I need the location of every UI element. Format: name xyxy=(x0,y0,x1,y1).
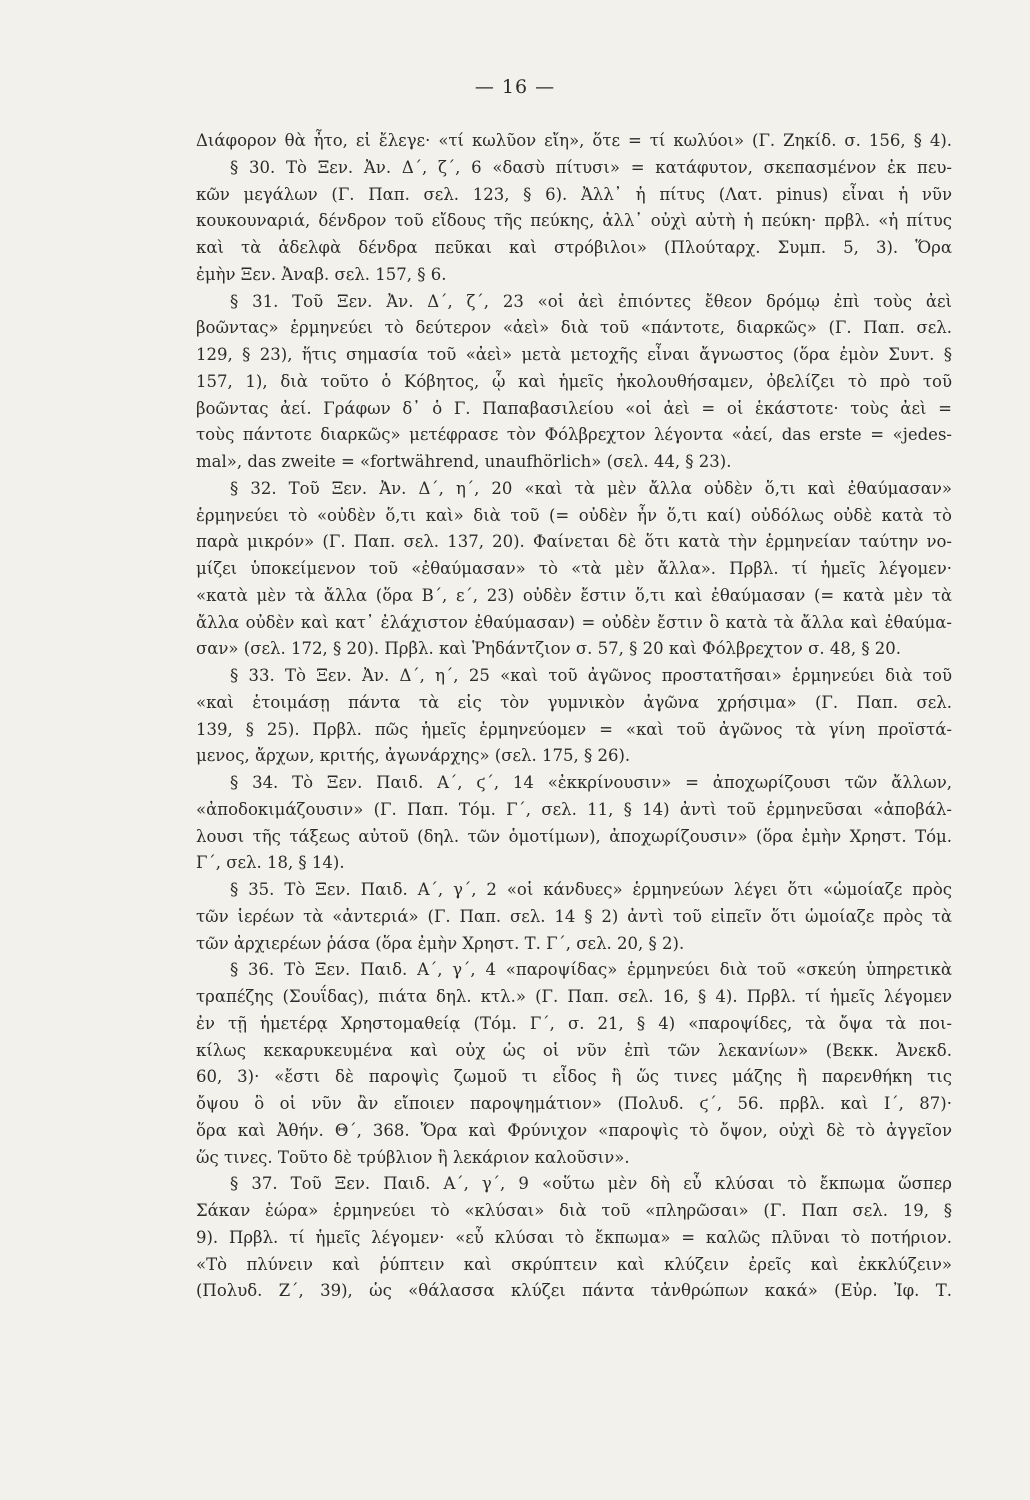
text-line: καὶ τὰ ἀδελφὰ δένδρα πεῦκαι καὶ στρόβιλοι» (Πλούταρχ. Συμπ. 5, 3). Ὅρα xyxy=(196,238,952,257)
text-line: 60, 3)· «ἔστι δὲ παροψὶς ζωμοῦ τι εἶδος ἢ ὥς τινες μάζης ἢ παρενθήκη τις xyxy=(196,1067,952,1087)
text-line: ἑρμηνεύει τὸ «οὐδὲν ὅ,τι καὶ» διὰ τοῦ (= οὐδὲν ἦν ὅ,τι καί) οὐδόλως οὐδὲ κατὰ τὸ xyxy=(196,505,952,525)
text-line: § 33. Τὸ Ξεν. Ἀν. Δ΄, η΄, 25 «καὶ τοῦ ἀγῶνος προστατῆσαι» ἑρμηνεύει διὰ τοῦ xyxy=(230,666,952,685)
text-line: ὥς τινες. Τοῦτο δὲ τρύβλιον ἢ λεκάριον καλοῦσιν». xyxy=(196,1147,630,1167)
text-line: ὅρα καὶ Ἀθήν. Θ΄, 368. Ὅρα καὶ Φρύνιχον «παροψὶς τὸ ὄψον, οὐχὶ δὲ τὸ ἀγγεῖον xyxy=(196,1120,952,1140)
text-line: «ἀποδοκιμάζουσιν» (Γ. Παπ. Τόμ. Γ΄, σελ. 11, § 14) ἀντὶ τοῦ ἑρμηνεῦσαι «ἀποβάλ- xyxy=(196,799,952,819)
text-line: § 30. Τὸ Ξεν. Ἀν. Δ΄, ζ΄, 6 «δασὺ πίτυσι» = κατάφυτον, σκεπασμένον ἐκ πευ- xyxy=(230,157,952,177)
text-line: § 32. Τοῦ Ξεν. Ἀν. Δ΄, η΄, 20 «καὶ τὰ μὲν ἄλλα οὐδὲν ὅ,τι καὶ ἐθαύμασαν» xyxy=(230,478,952,498)
text-line: § 34. Τὸ Ξεν. Παιδ. Α΄, ϛ΄, 14 «ἐκκρίνουσιν» = ἀποχωρίζουσι τῶν ἄλλων, xyxy=(230,773,952,792)
text-line: κίλως κεκαρυκευμένα καὶ οὐχ ὡς οἱ νῦν ἐπὶ τῶν λεκανίων» (Βεκκ. Ἀνεκδ. xyxy=(196,1040,952,1060)
text-line: § 37. Τοῦ Ξεν. Παιδ. Α΄, γ΄, 9 «οὕτω μὲν δὴ εὖ κλύσαι τὸ ἔκπωμα ὥσπερ xyxy=(230,1174,952,1194)
page-number: — 16 — xyxy=(474,76,556,98)
text-line: ὄψου ὃ οἱ νῦν ἂν εἴποιεν παροψημάτιον» (Πολυδ. ϛ΄, 56. πρβλ. καὶ Ι΄, 87)· xyxy=(196,1094,952,1113)
text-line: Διάφορον θὰ ἦτο, εἰ ἔλεγε· «τί κωλῦον εἴη», ὅτε = τί κωλύοι» (Γ. Ζηκίδ. σ. 156, § 4). xyxy=(196,131,952,150)
page-body-text xyxy=(196,128,952,1305)
text-line: mal», das zweite = «fortwährend, unaufhörlich» (σελ. 44, § 23). xyxy=(196,452,732,471)
text-line: τραπέζης (Σουΐδας), πιάτα δηλ. κτλ.» (Γ. Παπ. σελ. 16, § 4). Πρβλ. τί ἡμεῖς λέγομεν xyxy=(196,987,952,1006)
text-line: μίζει ὑποκείμενον τοῦ «ἐθαύμασαν» τὸ «τὰ μὲν ἄλλα». Πρβλ. τί ἡμεῖς λέγομεν· xyxy=(196,559,952,578)
text-line: μενος, ἄρχων, κριτής, ἀγωνάρχης» (σελ. 175, § 26). xyxy=(196,746,631,766)
text-line: Σάκαν ἑώρα» ἑρμηνεύει τὸ «κλύσαι» διὰ τοῦ «πληρῶσαι» (Γ. Παπ σελ. 19, § xyxy=(196,1201,952,1220)
text-line: τοὺς πάντοτε διαρκῶς» μετέφρασε τὸν Φόλβρεχτον λέγοντα «ἀεί, das erste = «jedes- xyxy=(196,425,952,445)
text-line: § 36. Τὸ Ξεν. Παιδ. Α΄, γ΄, 4 «παροψίδας» ἑρμηνεύει διὰ τοῦ «σκεύη ὑπηρετικὰ xyxy=(230,960,952,980)
text-line: παρὰ μικρόν» (Γ. Παπ. σελ. 137, 20). Φαίνεται δὲ ὅτι κατὰ τὴν ἑρμηνείαν ταύτην νο- xyxy=(196,532,952,552)
text-line: βοῶντας» ἑρμηνεύει τὸ δεύτερον «ἀεὶ» διὰ τοῦ «πάντοτε, διαρκῶς» (Γ. Παπ. σελ. xyxy=(196,318,952,338)
text-line: λουσι τῆς τάξεως αὐτοῦ (δηλ. τῶν ὁμοτίμων), ἀποχωρίζουσιν» (ὅρα ἐμὴν Χρηστ. Τόμ. xyxy=(196,826,952,846)
text-line: τῶν ἀρχιερέων ῥάσα (ὅρα ἐμὴν Χρηστ. Τ. Γ΄, σελ. 20, § 2). xyxy=(196,933,685,953)
text-line: σαν» (σελ. 172, § 20). Πρβλ. καὶ Ῥηδάντζιον σ. 57, § 20 καὶ Φόλβρεχτον σ. 48, § 20. xyxy=(196,639,902,659)
text-line: Γ΄, σελ. 18, § 14). xyxy=(196,853,345,873)
text-line: τῶν ἱερέων τὰ «ἀντεριά» (Γ. Παπ. σελ. 14 § 2) ἀντὶ τοῦ εἰπεῖν ὅτι ὡμοίαζε πρὸς τὰ xyxy=(196,906,952,926)
text-line: κῶν μεγάλων (Γ. Παπ. σελ. 123, § 6). Ἀλλ᾽ ἡ πίτυς (Λατ. pinus) εἶναι ἡ νῦν xyxy=(196,184,952,204)
text-line: «Τὸ πλύνειν καὶ ῥύπτειν καὶ σκρύπτειν καὶ κλύζειν ἐρεῖς καὶ ἐκκλύζειν» xyxy=(196,1254,952,1274)
text-line: (Πολυδ. Ζ΄, 39), ὡς «θάλασσα κλύζει πάντα τἀνθρώπων κακά» (Εὐρ. Ἰφ. Τ. xyxy=(196,1281,952,1301)
text-line: «κατὰ μὲν τὰ ἄλλα (ὅρα Β΄, ε΄, 23) οὐδὲν ἔστιν ὅ,τι καὶ ἐθαύμασαν (= κατὰ μὲν τὰ xyxy=(196,585,952,605)
text-line: 9). Πρβλ. τί ἡμεῖς λέγομεν· «εὖ κλύσαι τὸ ἔκπωμα» = καλῶς πλῦναι τὸ ποτήριον. xyxy=(196,1227,952,1247)
text-line: ἐμὴν Ξεν. Ἀναβ. σελ. 157, § 6. xyxy=(196,264,447,284)
text-line: § 35. Τὸ Ξεν. Παιδ. Α΄, γ΄, 2 «οἱ κάνδυες» ἑρμηνεύων λέγει ὅτι «ὡμοίαζε πρὸς xyxy=(230,880,952,899)
text-line: ἐν τῇ ἡμετέρᾳ Χρηστομαθείᾳ (Τόμ. Γ΄, σ. 21, § 4) «παροψίδες, τὰ ὄψα τὰ ποι- xyxy=(196,1013,952,1033)
text-line: κουκουναριά, δένδρον τοῦ εἴδους τῆς πεύκης, ἀλλ᾽ οὐχὶ αὐτὴ ἡ πεύκη· πρβλ. «ἡ πίτυς xyxy=(196,211,952,231)
text-line: βοῶντας ἀεί. Γράφων δ᾽ ὁ Γ. Παπαβασιλείου «οἱ ἀεὶ = οἱ ἑκάστοτε· τοὺς ἀεὶ = xyxy=(196,398,952,418)
text-line: 157, 1), διὰ τοῦτο ὁ Κόβητος, ᾧ καὶ ἡμεῖς ἠκολουθήσαμεν, ὀβελίζει τὸ πρὸ τοῦ xyxy=(196,371,952,391)
text-line: «καὶ ἑτοιμάσῃ πάντα τὰ εἰς τὸν γυμνικὸν ἀγῶνα χρήσιμα» (Γ. Παπ. σελ. xyxy=(196,692,952,712)
text-line: 129, § 23), ἥτις σημασία τοῦ «ἀεὶ» μετὰ μετοχῆς εἶναι ἄγνωστος (ὅρα ἐμὸν Συντ. § xyxy=(196,345,952,364)
text-line: ἄλλα οὐδὲν καὶ κατ᾽ ἐλάχιστον ἐθαύμασαν) = οὐδὲν ἔστιν ὃ κατὰ τὰ ἄλλα καὶ ἐθαύμα- xyxy=(196,612,952,632)
text-line: § 31. Τοῦ Ξεν. Ἀν. Δ΄, ζ΄, 23 «οἱ ἀεὶ ἐπιόντες ἔθεον δρόμῳ ἐπὶ τοὺς ἀεὶ xyxy=(230,291,952,311)
text-line: 139, § 25). Πρβλ. πῶς ἡμεῖς ἑρμηνεύομεν = «καὶ τοῦ ἀγῶνος τὰ γίνη προϊστά- xyxy=(196,719,952,739)
